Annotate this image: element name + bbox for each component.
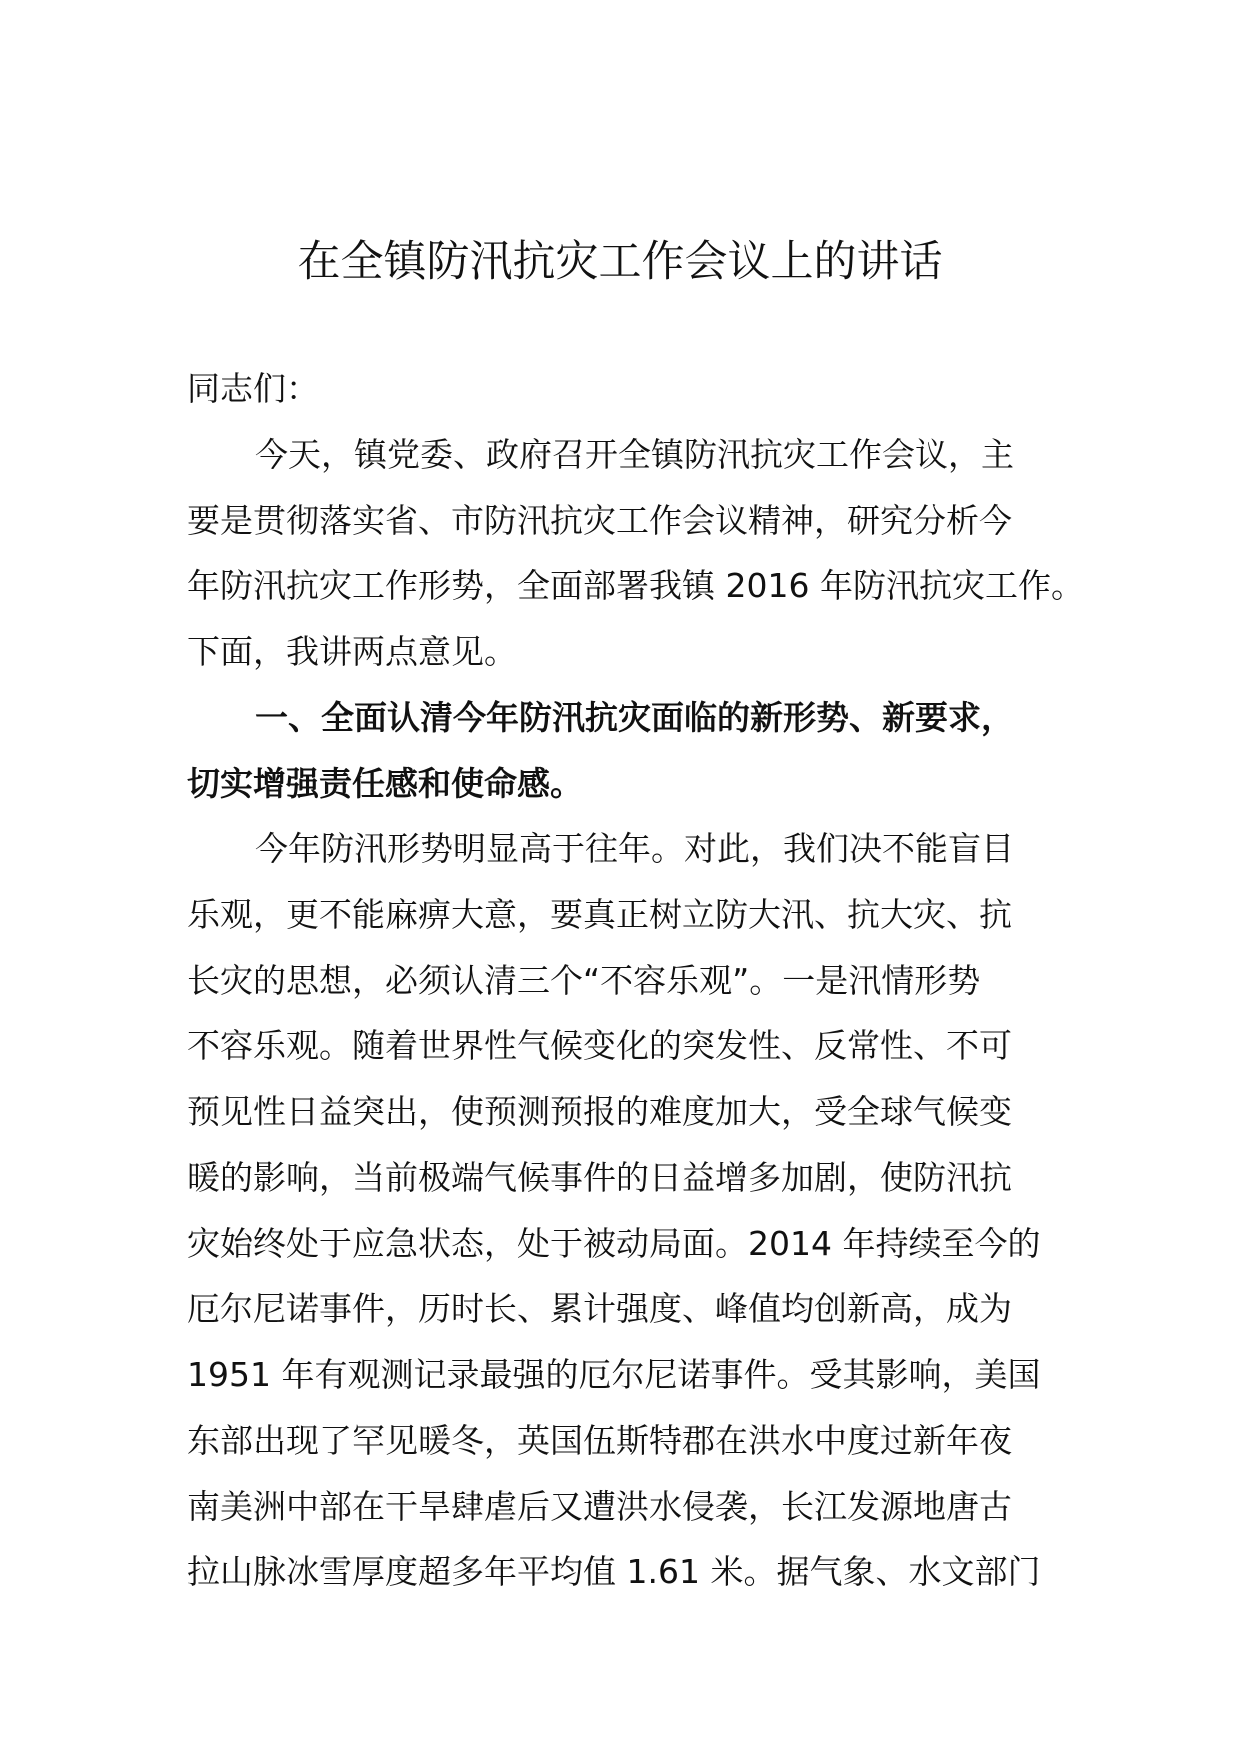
paragraph-line: 东部出现了罕见暖冬，英国伍斯特郡在洪水中度过新年夜 (187, 1421, 1012, 1460)
section-heading-line: 一、全面认清今年防汛抗灾面临的新形势、新要求， (255, 698, 1014, 737)
paragraph-line: 1951 年有观测记录最强的厄尔尼诺事件。受其影响，美国 (187, 1355, 1041, 1394)
salutation-line: 同志们： (187, 369, 319, 408)
paragraph-line: 灾始终处于应急状态，处于被动局面。2014 年持续至今的 (187, 1224, 1041, 1263)
paragraph-line: 年防汛抗灾工作形势，全面部署我镇 2016 年防汛抗灾工作。 (187, 566, 1084, 605)
paragraph-line: 今天，镇党委、政府召开全镇防汛抗灾工作会议，主 (255, 435, 1014, 474)
paragraph-line: 下面，我讲两点意见。 (187, 632, 517, 671)
document-title: 在全镇防汛抗灾工作会议上的讲话 (297, 237, 943, 287)
paragraph-line: 预见性日益突出，使预测预报的难度加大，受全球气候变 (187, 1092, 1012, 1131)
paragraph-line: 厄尔尼诺事件，历时长、累计强度、峰值均创新高，成为 (187, 1289, 1012, 1328)
paragraph-line: 要是贯彻落实省、市防汛抗灾工作会议精神，研究分析今 (187, 501, 1012, 540)
paragraph-line: 南美洲中部在干旱肆虐后又遭洪水侵袭，长江发源地唐古 (187, 1487, 1012, 1526)
paragraph-line: 不容乐观。随着世界性气候变化的突发性、反常性、不可 (187, 1026, 1012, 1065)
paragraph-line: 暖的影响，当前极端气候事件的日益增多加剧，使防汛抗 (187, 1158, 1012, 1197)
section-heading-line: 切实增强责任感和使命感。 (187, 764, 583, 803)
paragraph-line: 长灾的思想，必须认清三个“不容乐观”。一是汛情形势 (187, 961, 981, 1000)
paragraph-line: 今年防汛形势明显高于往年。对此，我们决不能盲目 (255, 829, 1014, 868)
paragraph-line: 乐观，更不能麻痹大意，要真正树立防大汛、抗大灾、抗 (187, 895, 1012, 934)
paragraph-line: 拉山脉冰雪厚度超多年平均值 1.61 米。据气象、水文部门 (187, 1552, 1041, 1591)
